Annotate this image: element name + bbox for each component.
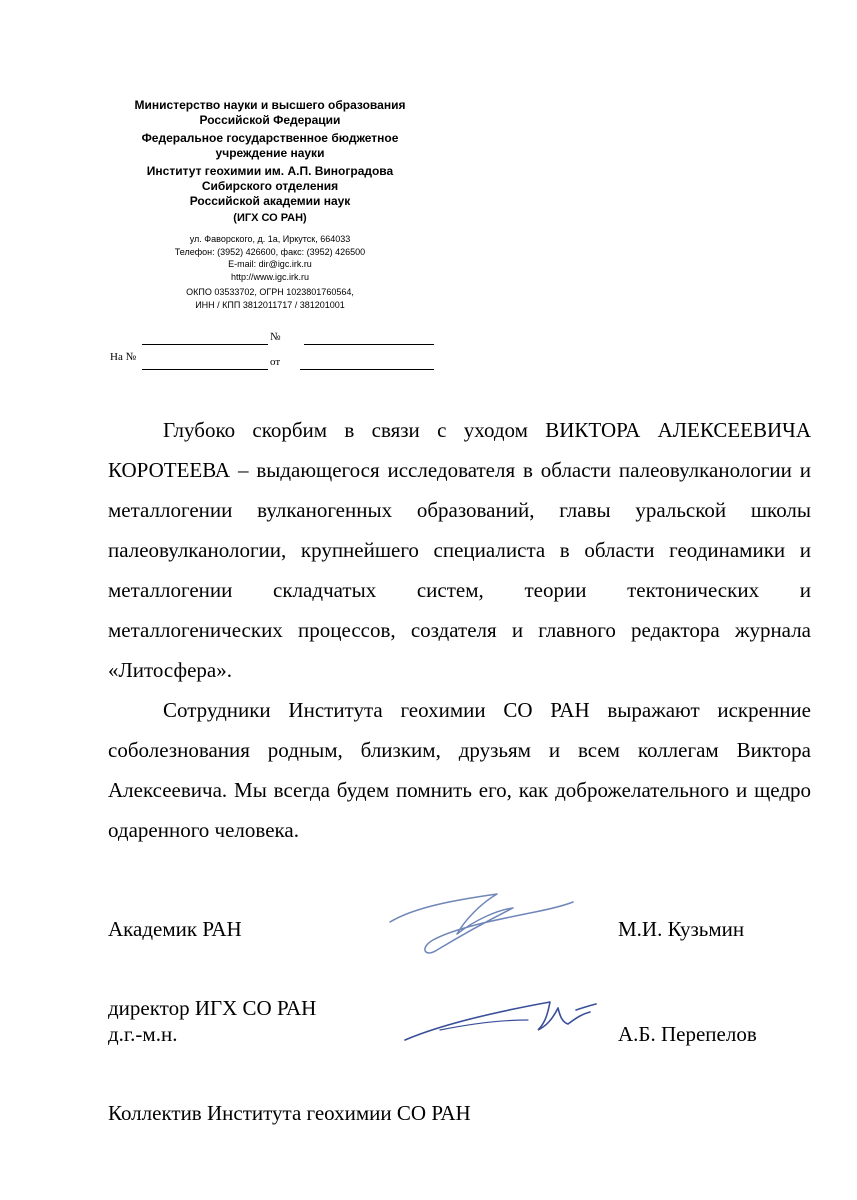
signature-perepelov bbox=[400, 990, 610, 1050]
ref-date-line bbox=[300, 369, 434, 370]
institute-line-3: Российской академии наук bbox=[189, 194, 351, 208]
signer-name-2: А.Б. Перепелов bbox=[618, 1022, 757, 1046]
ref-label: На № bbox=[110, 351, 137, 363]
org-line-2: учреждение науки bbox=[215, 146, 325, 160]
ministry-line-2: Российской Федерации bbox=[199, 113, 341, 127]
number-label: № bbox=[270, 331, 281, 343]
codes-line-2: ИНН / КПП 3812011717 / 381201001 bbox=[195, 299, 345, 310]
from-label: от bbox=[270, 356, 281, 368]
org-line-1: Федеральное государственное бюджетное bbox=[141, 131, 399, 145]
email: E-mail: dir@igc.irk.ru bbox=[228, 259, 312, 269]
institute-line-1: Институт геохимии им. А.П. Виноградова bbox=[146, 164, 394, 178]
institute-line-2: Сибирского отделения bbox=[201, 179, 339, 193]
paragraph-condolence: Глубоко скорбим в связи с уходом ВИКТОРА АЛЕКСЕЕВИЧА КОРОТЕЕВА – выдающегося исследователя в области палеовулканологии и металлогении вулканогенных образований, главы уральской школы палеовулканологии, крупнейшего специалиста в области геодинамики и металлогении складчатых систем, теории тектонических и металлогенических процессов, создателя и главного редактора журнала «Литосфера». bbox=[108, 418, 811, 682]
signature-kuzmin bbox=[385, 882, 585, 972]
signer-title-1: Академик РАН bbox=[108, 917, 242, 941]
address: ул. Фаворского, д. 1а, Иркутск, 664033 bbox=[189, 234, 351, 244]
outgoing-date-line bbox=[142, 344, 268, 345]
paragraph-staff: Сотрудники Института геохимии СО РАН выражают искренние соболезнования родным, близким, друзьям и всем коллегам Виктора Алексеевича. Мы всегда будем помнить его, как доброжелательного и щедро одаренного человека. bbox=[108, 698, 811, 842]
outgoing-number-line bbox=[304, 344, 434, 345]
collective-signature: Коллектив Института геохимии СО РАН bbox=[108, 1101, 471, 1125]
phone: Телефон: (3952) 426600, факс: (3952) 426500 bbox=[174, 246, 366, 257]
signer-title-2a: директор ИГХ СО РАН bbox=[108, 996, 317, 1020]
ministry-line-1: Министерство науки и высшего образования bbox=[134, 98, 406, 112]
signer-title-2b: д.г.-м.н. bbox=[108, 1022, 178, 1046]
website: http://www.igc.irk.ru bbox=[230, 271, 310, 282]
letter-body bbox=[108, 410, 811, 850]
ref-number-line bbox=[142, 369, 268, 370]
letterhead bbox=[105, 98, 435, 311]
signer-name-1: М.И. Кузьмин bbox=[618, 917, 745, 941]
institute-abbrev: (ИГХ СО РАН) bbox=[233, 212, 307, 224]
codes-line-1: ОКПО 03533702, ОГРН 1023801760564, bbox=[186, 287, 354, 297]
